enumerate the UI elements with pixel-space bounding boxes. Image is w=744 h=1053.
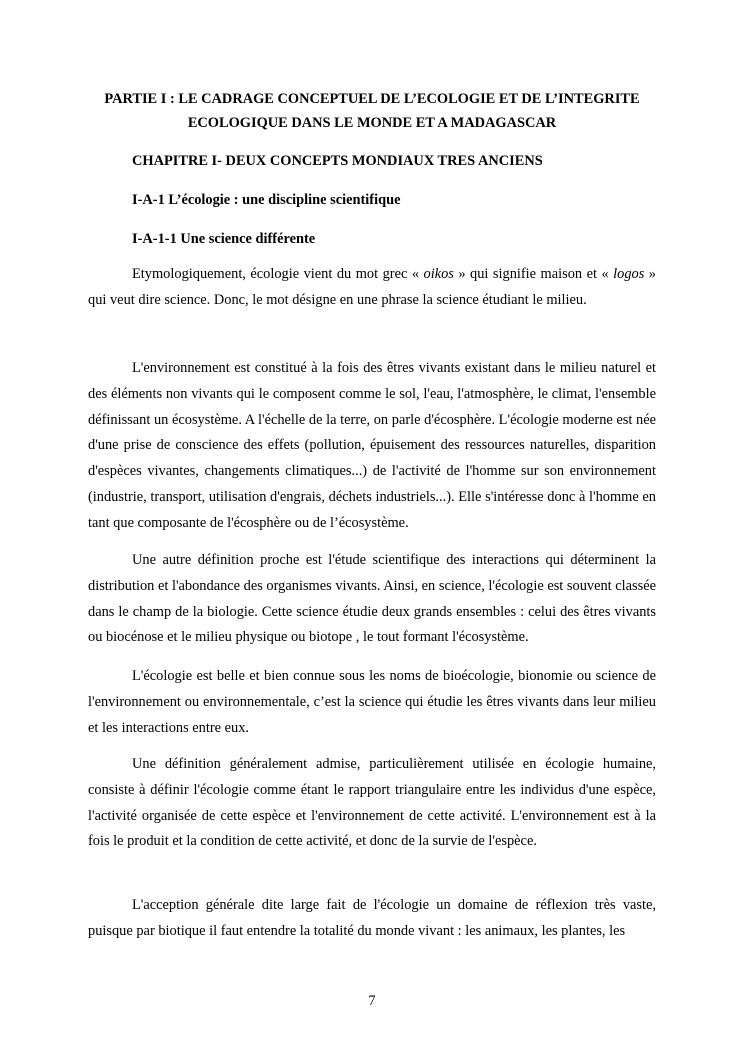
chapter-title: CHAPITRE I- DEUX CONCEPTS MONDIAUX TRES ANCIENS — [132, 153, 543, 169]
section-title: I-A-1 L’écologie : une discipline scientifique — [132, 192, 401, 208]
greek-term-logos: logos — [613, 266, 645, 282]
paragraph-text: » qui veut dire science. Donc, le mot désigne en une phrase la science étudiant le milieu. — [88, 266, 656, 308]
paragraph-environment: L'environnement est constitué à la fois des êtres vivants existant dans le milieu naturel et des éléments non vivants qui le composent comme le sol, l'eau, l'atmosphère, le climat, l'ensemble définissant un écosystème. A l'échelle de la terre, on parle d'écosphère. L'écologie moderne est née d'une prise de conscience des effets (pollution, épuisement des ressources naturelles, disparition d'espèces vivantes, changements climatiques...) de l'activité de l'homme sur son environnement (industrie, transport, utilisation d'engrais, déchets industriels...). Elle s'intéresse donc à l'homme en tant que composante de l'écosphère ou de l’écosystème. — [88, 360, 656, 531]
paragraph-text: » qui signifie maison et « — [453, 266, 614, 282]
paragraph-human-ecology: Une définition généralement admise, particulièrement utilisée en écologie humaine, consiste à définir l'écologie comme étant le rapport triangulaire entre les individus d'une espèce, l'activité organisée de cette espèce et l'environnement de cette activité. L'environnement est à la fois le produit et la condition de cette activité, et donc de la survie de l'espèce. — [88, 756, 656, 850]
subsection-title: I-A-1-1 Une science différente — [132, 231, 316, 247]
part-title: PARTIE I : LE CADRAGE CONCEPTUEL DE L’ECOLOGIE ET DE L’INTEGRITE ECOLOGIQUE DANS LE MONDE ET A MADAGASCAR — [104, 91, 640, 131]
greek-term-oikos: oikos — [423, 266, 454, 282]
page-number: 7 — [368, 993, 376, 1009]
paragraph-names: L'écologie est belle et bien connue sous les noms de bioécologie, bionomie ou science de l'environnement ou environnementale, c’est la science qui étudie les êtres vivants dans leur milieu et les interactions entre eux. — [88, 668, 656, 736]
paragraph-etymology — [88, 262, 656, 314]
paragraph-text: Etymologiquement, écologie vient du mot grec « — [132, 266, 424, 282]
paragraph-broad-sense: L'acception générale dite large fait de l'écologie un domaine de réflexion très vaste, puisque par biotique il faut entendre la totalité du monde vivant : les animaux, les plantes, les — [88, 897, 656, 939]
paragraph-definition: Une autre définition proche est l'étude scientifique des interactions qui déterminent la distribution et l'abondance des organismes vivants. Ainsi, en science, l'écologie est souvent classée dans le champ de la biologie. Cette science étudie deux grands ensembles : celui des êtres vivants ou biocénose et le milieu physique ou biotope , le tout formant l'écosystème. — [88, 552, 657, 646]
